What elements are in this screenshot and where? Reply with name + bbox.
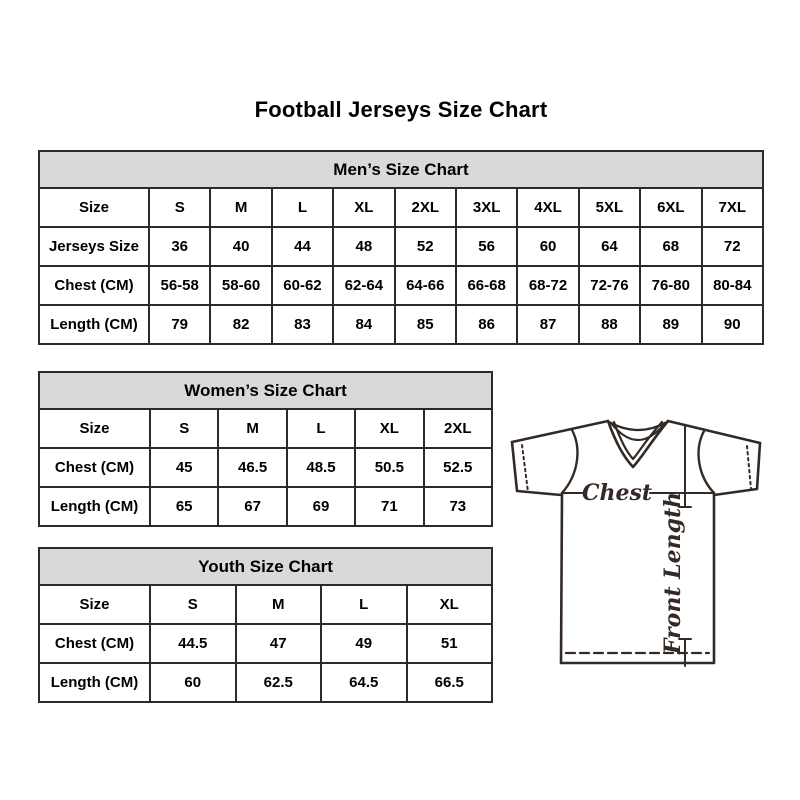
youth-cell: 51 [407, 624, 493, 663]
women-table-row [39, 487, 492, 526]
women-cell: 67 [218, 487, 286, 526]
women-cell: 50.5 [355, 448, 423, 487]
men-cell: 6XL [640, 188, 701, 227]
women-cell: 71 [355, 487, 423, 526]
men-cell: 58-60 [210, 266, 271, 305]
men-cell: 64-66 [395, 266, 456, 305]
women-cell: 65 [150, 487, 218, 526]
women-cell: 46.5 [218, 448, 286, 487]
youth-table-header: Youth Size Chart [39, 548, 492, 585]
youth-cell: 62.5 [236, 663, 322, 702]
men-cell: 52 [395, 227, 456, 266]
jersey-right-armhole [699, 431, 714, 493]
youth-table-row [39, 585, 492, 624]
men-cell: S [149, 188, 210, 227]
women-row-label: Chest (CM) [39, 448, 150, 487]
women-cell: 48.5 [287, 448, 355, 487]
women-table-row [39, 448, 492, 487]
men-cell: 88 [579, 305, 640, 344]
youth-cell: 47 [236, 624, 322, 663]
men-cell: 2XL [395, 188, 456, 227]
men-table-row [39, 227, 763, 266]
youth-cell: M [236, 585, 322, 624]
men-table-row [39, 305, 763, 344]
women-row-label: Length (CM) [39, 487, 150, 526]
youth-cell: 44.5 [150, 624, 236, 663]
men-cell: 64 [579, 227, 640, 266]
men-cell: 87 [517, 305, 578, 344]
men-cell: 44 [272, 227, 333, 266]
jersey-left-cuff-stitch [522, 445, 528, 492]
jersey-body [561, 493, 714, 663]
men-row-label: Length (CM) [39, 305, 149, 344]
women-table-row [39, 409, 492, 448]
men-cell: L [272, 188, 333, 227]
youth-table-row [39, 624, 492, 663]
women-cell: L [287, 409, 355, 448]
women-cell: 2XL [424, 409, 492, 448]
youth-table-row [39, 663, 492, 702]
men-cell: M [210, 188, 271, 227]
men-cell: 72 [702, 227, 763, 266]
youth-size-table [38, 547, 493, 703]
men-cell: 76-80 [640, 266, 701, 305]
youth-cell: 60 [150, 663, 236, 702]
youth-row-label: Chest (CM) [39, 624, 150, 663]
jersey-left-sleeve [512, 442, 561, 495]
men-cell: 89 [640, 305, 701, 344]
women-cell: S [150, 409, 218, 448]
men-cell: 68-72 [517, 266, 578, 305]
youth-cell: S [150, 585, 236, 624]
men-cell: 56 [456, 227, 517, 266]
women-cell: 45 [150, 448, 218, 487]
men-cell: 5XL [579, 188, 640, 227]
men-cell: 60 [517, 227, 578, 266]
men-row-label: Size [39, 188, 149, 227]
jersey-right-cuff-stitch [747, 446, 751, 489]
men-cell: 48 [333, 227, 394, 266]
men-cell: 79 [149, 305, 210, 344]
jersey-measurement-diagram [505, 403, 777, 693]
chest-label: Chest [581, 480, 653, 506]
men-cell: 82 [210, 305, 271, 344]
men-cell: 66-68 [456, 266, 517, 305]
women-cell: M [218, 409, 286, 448]
women-cell: 69 [287, 487, 355, 526]
men-cell: 56-58 [149, 266, 210, 305]
men-row-label: Chest (CM) [39, 266, 149, 305]
youth-row-label: Size [39, 585, 150, 624]
mens-size-table [38, 150, 764, 345]
men-row-label: Jerseys Size [39, 227, 149, 266]
men-cell: 90 [702, 305, 763, 344]
youth-cell: 49 [321, 624, 407, 663]
men-cell: XL [333, 188, 394, 227]
men-cell: 40 [210, 227, 271, 266]
men-cell: 86 [456, 305, 517, 344]
men-cell: 68 [640, 227, 701, 266]
men-cell: 4XL [517, 188, 578, 227]
men-cell: 85 [395, 305, 456, 344]
men-cell: 62-64 [333, 266, 394, 305]
youth-cell: L [321, 585, 407, 624]
jersey-right-sleeve [714, 443, 760, 495]
men-cell: 84 [333, 305, 394, 344]
men-cell: 36 [149, 227, 210, 266]
men-cell: 3XL [456, 188, 517, 227]
men-cell: 7XL [702, 188, 763, 227]
front-length-label: Front Length [660, 491, 686, 655]
jersey-outline [668, 421, 760, 443]
men-cell: 83 [272, 305, 333, 344]
youth-cell: 64.5 [321, 663, 407, 702]
youth-cell: XL [407, 585, 493, 624]
men-table-row [39, 266, 763, 305]
men-cell: 80-84 [702, 266, 763, 305]
youth-row-label: Length (CM) [39, 663, 150, 702]
men-table-header: Men’s Size Chart [39, 151, 763, 188]
jersey-left-armhole [562, 430, 577, 493]
women-table-header: Women’s Size Chart [39, 372, 492, 409]
womens-size-table [38, 371, 493, 527]
men-cell: 60-62 [272, 266, 333, 305]
men-cell: 72-76 [579, 266, 640, 305]
women-cell: 52.5 [424, 448, 492, 487]
jersey-outline [512, 421, 608, 442]
women-cell: XL [355, 409, 423, 448]
women-cell: 73 [424, 487, 492, 526]
men-table-row [39, 188, 763, 227]
youth-cell: 66.5 [407, 663, 493, 702]
page-title: Football Jerseys Size Chart [254, 97, 548, 122]
women-row-label: Size [39, 409, 150, 448]
